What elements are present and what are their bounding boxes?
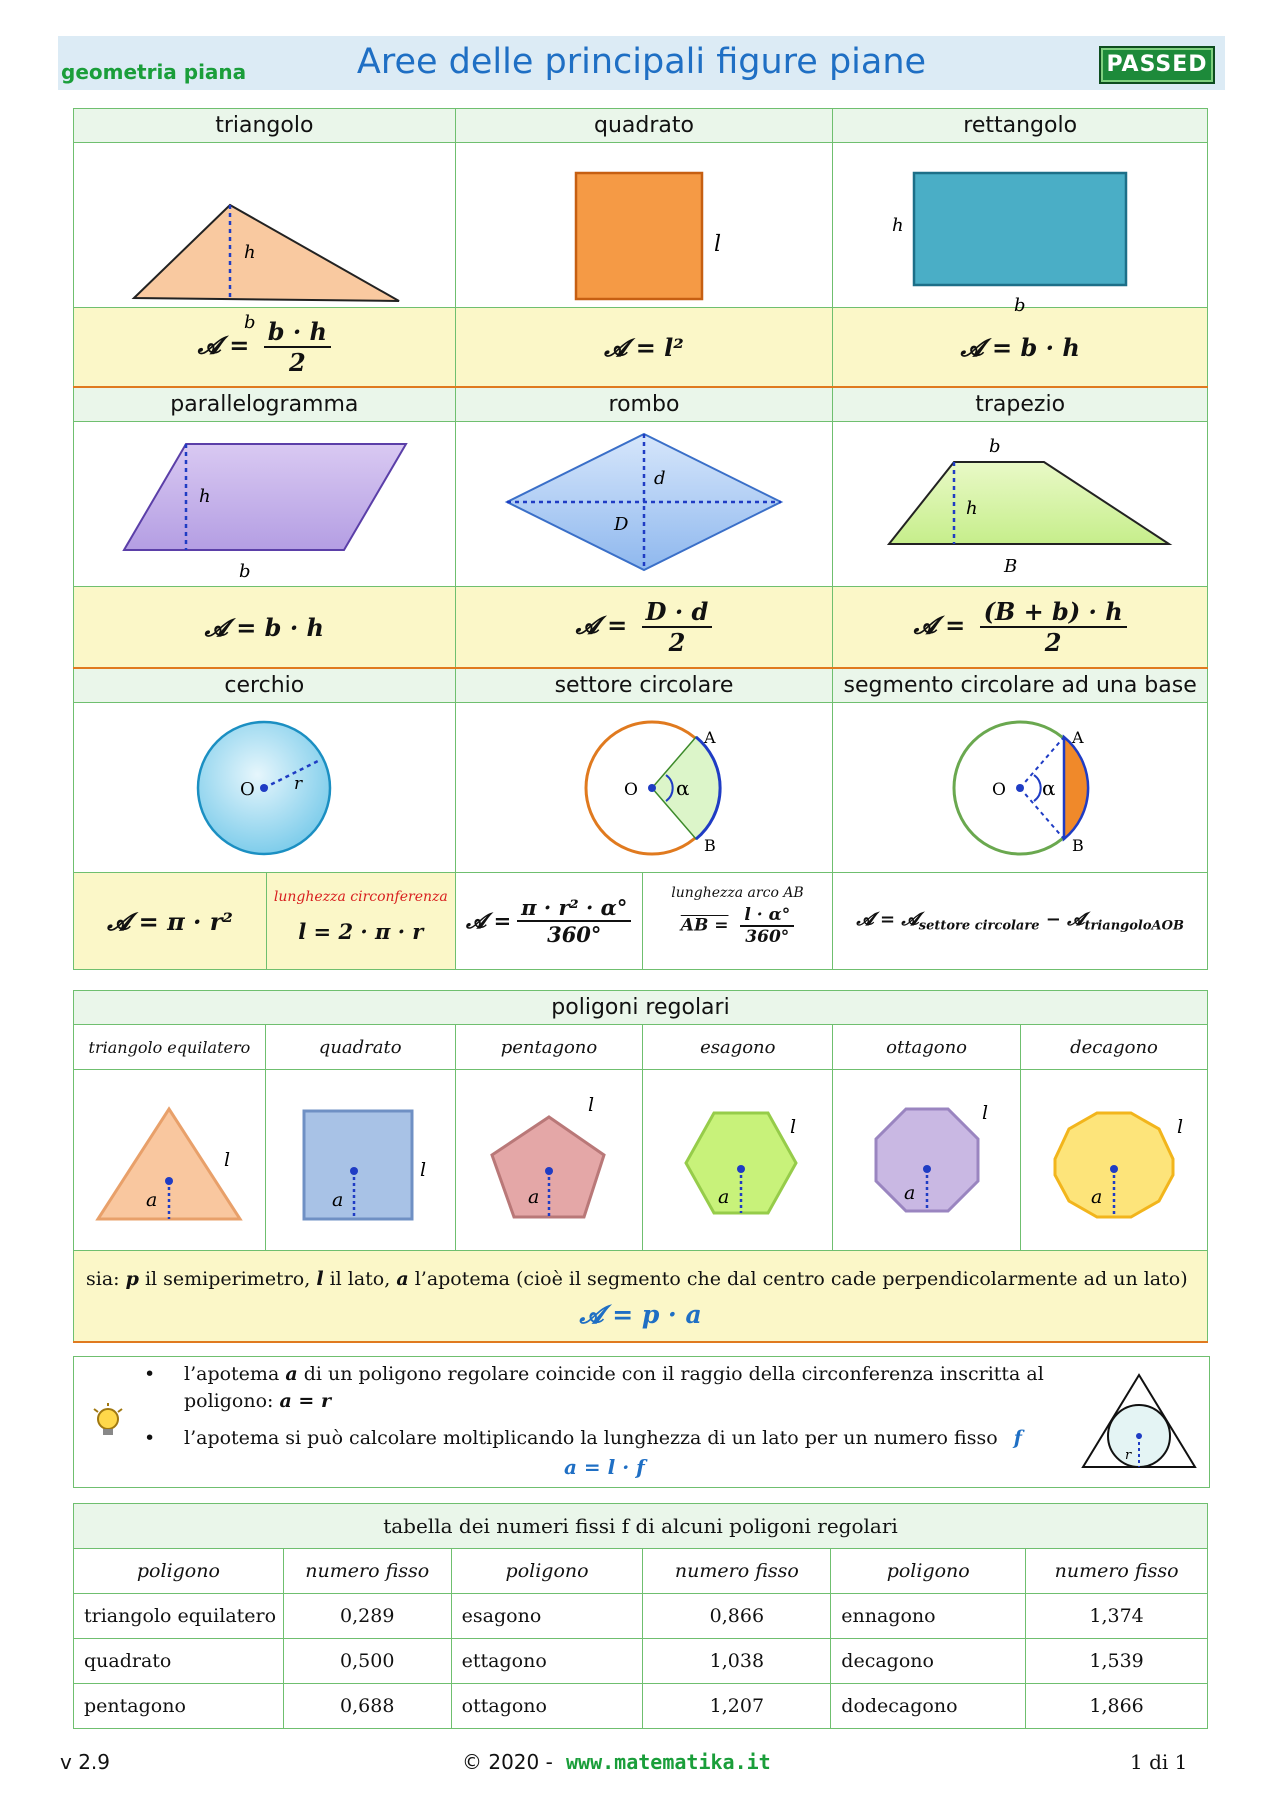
label-l: l	[224, 1148, 231, 1171]
triangle-figure	[74, 143, 456, 308]
polygon-name: ottagono	[833, 1025, 1021, 1070]
shapes-table	[73, 108, 1208, 970]
tip-item: • l’apotema a di un poligono regolare coincide con il raggio della circonferenza inscritta al poligono: a = r	[144, 1363, 1044, 1412]
version-label: v 2.9	[60, 1750, 110, 1774]
label-r: r	[294, 774, 303, 794]
formula-denominator: 2	[1044, 628, 1062, 657]
octagon-shape	[834, 1071, 1020, 1246]
triangle-formula	[74, 308, 456, 388]
label-r: r	[1125, 1448, 1132, 1463]
tips-list	[74, 1361, 1209, 1452]
pentagon-figure	[455, 1070, 643, 1251]
table-row	[74, 1594, 1208, 1639]
formula-numerator: (B + b) · h	[980, 597, 1127, 628]
label-b: b	[988, 436, 1001, 457]
polygon-cell: decagono	[831, 1639, 1026, 1684]
parallelogram-shape	[74, 422, 454, 582]
trapezoid-figure	[833, 422, 1208, 587]
regular-polygons-table	[73, 990, 1208, 1343]
apothem-formula: a = l · f	[564, 1455, 645, 1479]
label-O: O	[991, 780, 1006, 800]
circle-formula: 𝓐 = π · r²	[74, 873, 267, 969]
triangle-shape	[74, 143, 454, 303]
circumference-formula: l = 2 · π · r	[298, 919, 424, 944]
rectangle-shape	[834, 143, 1207, 316]
tip-item: • l’apotema si può calcolare moltiplicando la lunghezza di un lato per un numero fisso f	[144, 1427, 1022, 1449]
text-part: l’apotema	[184, 1363, 280, 1385]
tips-box	[73, 1356, 1210, 1488]
shape-name: quadrato	[455, 109, 833, 143]
formula-sub: settore circolare	[918, 918, 1040, 934]
text-part: l’apotema si può calcolare moltiplicando la lunghezza di un lato per un numero fisso	[184, 1427, 998, 1449]
parallelogram-formula: 𝓐 = b · h	[74, 587, 456, 669]
copyright-label: © 2020 -	[462, 1750, 553, 1774]
formula-part: 𝓐 = 𝓐	[856, 908, 919, 930]
shape-name: segmento circolare ad una base	[833, 668, 1208, 703]
formula-numerator: D · d	[642, 597, 713, 628]
rhombus-figure	[455, 422, 833, 587]
passed-badge: PASSED	[1099, 46, 1215, 84]
shape-name: settore circolare	[455, 668, 833, 703]
arc-numerator: l · α°	[740, 905, 794, 927]
rectangle-figure	[833, 143, 1208, 316]
page-header	[58, 36, 1225, 90]
segment-formula	[833, 873, 1208, 970]
rectangle-formula: 𝓐 = b · h	[833, 308, 1208, 388]
label-B: B	[1003, 556, 1017, 577]
label-l: l	[789, 1115, 796, 1138]
regular-definition	[74, 1268, 1207, 1290]
regular-polygon-formula: 𝓐 = p · a	[579, 1300, 702, 1329]
shape-name: rettangolo	[833, 109, 1208, 143]
polygon-cell: ettagono	[451, 1639, 643, 1684]
label-a: a	[1090, 1185, 1103, 1208]
trapezoid-shape	[834, 422, 1207, 582]
text-part: il semiperimetro,	[144, 1268, 311, 1290]
arc-denominator: 360°	[745, 927, 790, 947]
label-b: b	[1013, 295, 1026, 316]
formula-denominator: 360°	[547, 922, 602, 947]
equilateral-triangle-shape	[74, 1071, 264, 1246]
regular-polygon-formula-cell	[74, 1251, 1208, 1343]
circle-shape	[74, 703, 454, 868]
polygon-cell: triangolo equilatero	[74, 1594, 284, 1639]
polygon-name: triangolo equilatero	[74, 1025, 266, 1070]
formula-numerator: b · h	[264, 317, 331, 348]
square-shape	[456, 143, 832, 303]
number-cell: 1,038	[643, 1639, 831, 1684]
polygon-cell: ennagono	[831, 1594, 1026, 1639]
table-row	[74, 1639, 1208, 1684]
arc-length-formula	[643, 905, 833, 947]
label-l: l	[713, 232, 722, 257]
inscribed-circle-diagram	[1079, 1371, 1199, 1471]
label-a: a	[332, 1188, 344, 1211]
col-header: numero fisso	[643, 1549, 831, 1594]
rhombus-shape	[456, 422, 832, 582]
segment-shape	[834, 703, 1207, 868]
arc-lhs: AB =	[680, 915, 729, 936]
arc-length-label: lunghezza arco AB	[671, 885, 804, 901]
hexagon-figure	[643, 1070, 833, 1251]
label-b: b	[239, 561, 251, 582]
polygon-name: decagono	[1020, 1025, 1207, 1070]
col-header: poligono	[74, 1549, 284, 1594]
octagon-figure	[833, 1070, 1021, 1251]
sector-formula	[456, 873, 643, 969]
number-cell: 0,289	[283, 1594, 451, 1639]
col-header: numero fisso	[1026, 1549, 1208, 1594]
label-a: a	[717, 1185, 730, 1208]
polygon-cell: dodecagono	[831, 1684, 1026, 1729]
polygon-cell: quadrato	[74, 1639, 284, 1684]
decagon-figure	[1020, 1070, 1207, 1251]
formula-denominator: 2	[288, 348, 306, 377]
text-part: poligono:	[184, 1390, 274, 1412]
label-alpha: α	[1041, 776, 1056, 800]
apothem-radius-formula: a = r	[279, 1390, 331, 1412]
table-row	[74, 1684, 1208, 1729]
var-f: f	[1013, 1427, 1022, 1449]
label-a: a	[903, 1181, 915, 1204]
number-cell: 1,539	[1026, 1639, 1208, 1684]
label-A: A	[1071, 728, 1084, 747]
label-O: O	[623, 780, 638, 800]
var-a: a	[396, 1268, 409, 1290]
label-l: l	[1176, 1115, 1184, 1138]
label-alpha: α	[675, 776, 690, 800]
number-cell: 1,207	[643, 1684, 831, 1729]
site-link[interactable]: www.matematika.it	[566, 1750, 771, 1774]
circumference-label: lunghezza circonferenza	[273, 889, 448, 905]
label-a: a	[527, 1185, 540, 1208]
trapezoid-formula	[833, 587, 1208, 669]
polygon-cell: pentagono	[74, 1684, 284, 1729]
fixed-table-title: tabella dei numeri fissi f di alcuni poligoni regolari	[74, 1504, 1208, 1549]
formula-part: − 𝓐	[1039, 908, 1085, 930]
label-D: D	[613, 514, 629, 535]
col-header: poligono	[451, 1549, 643, 1594]
label-B: B	[703, 836, 716, 855]
fixed-numbers-table	[73, 1503, 1208, 1729]
number-cell: 0,688	[283, 1684, 451, 1729]
formula-lhs: 𝓐 =	[197, 330, 250, 360]
rhombus-formula	[455, 587, 833, 669]
subject-label: geometria piana	[61, 60, 247, 84]
polygon-cell: ottagono	[451, 1684, 643, 1729]
parallelogram-figure	[74, 422, 456, 587]
label-h: h	[891, 215, 904, 236]
page-footer	[0, 1750, 1280, 1780]
segment-figure	[833, 703, 1208, 873]
polygon-name: esagono	[643, 1025, 833, 1070]
page-title: Aree delle principali figure piane	[356, 42, 927, 82]
label-A: A	[703, 728, 716, 747]
circle-formula-cell	[74, 873, 456, 970]
text-part: il lato,	[329, 1268, 391, 1290]
text-part: sia:	[86, 1268, 120, 1290]
label-l: l	[420, 1158, 427, 1181]
label-B: B	[1071, 836, 1084, 855]
var-a: a	[285, 1363, 298, 1385]
shape-name: rombo	[455, 387, 833, 422]
col-header: poligono	[831, 1549, 1026, 1594]
label-h: h	[965, 498, 978, 519]
formula-denominator: 2	[668, 628, 686, 657]
text-part: l’apotema (cioè il segmento che dal centro cade perpendicolarmente ad un lato)	[414, 1268, 1188, 1290]
sector-figure	[455, 703, 833, 873]
hexagon-shape	[644, 1071, 832, 1246]
formula-sub: triangoloAOB	[1084, 918, 1184, 934]
regular-square-shape	[266, 1071, 454, 1246]
formula-numerator: π · r² · α°	[517, 895, 631, 922]
formula-lhs: 𝓐 =	[575, 610, 628, 640]
sector-formula-cell	[455, 873, 833, 970]
pentagon-shape	[456, 1071, 642, 1246]
col-header: numero fisso	[283, 1549, 451, 1594]
polygon-cell: esagono	[451, 1594, 643, 1639]
label-h: h	[244, 242, 256, 263]
number-cell: 1,866	[1026, 1684, 1208, 1729]
square-figure	[455, 143, 833, 308]
square-polygon-figure	[265, 1070, 455, 1251]
circle-figure	[74, 703, 456, 873]
number-cell: 0,500	[283, 1639, 451, 1684]
polygon-name: quadrato	[265, 1025, 455, 1070]
formula-lhs: 𝓐 =	[913, 610, 966, 640]
var-l: l	[316, 1268, 324, 1290]
sector-shape	[456, 703, 832, 868]
formula-lhs: 𝓐 =	[465, 908, 512, 933]
polygon-name: pentagono	[455, 1025, 643, 1070]
var-p: p	[125, 1268, 139, 1290]
label-h: h	[199, 486, 211, 507]
shape-name: trapezio	[833, 387, 1208, 422]
shape-name: parallelogramma	[74, 387, 456, 422]
regular-polygons-title: poligoni regolari	[74, 991, 1208, 1025]
decagon-shape	[1021, 1071, 1207, 1246]
number-cell: 0,866	[643, 1594, 831, 1639]
label-d: d	[653, 468, 666, 489]
label-l: l	[587, 1093, 595, 1116]
text-part: di un poligono regolare coincide con il raggio della circonferenza inscritta al	[303, 1363, 1044, 1385]
shape-name: cerchio	[74, 668, 456, 703]
number-cell: 1,374	[1026, 1594, 1208, 1639]
page-number: 1 di 1	[1130, 1750, 1188, 1774]
label-l: l	[981, 1101, 988, 1124]
triangle-polygon-figure	[74, 1070, 266, 1251]
square-formula: 𝓐 = l²	[455, 308, 833, 388]
shape-name: triangolo	[74, 109, 456, 143]
label-O: O	[240, 779, 256, 800]
label-a: a	[146, 1188, 158, 1211]
